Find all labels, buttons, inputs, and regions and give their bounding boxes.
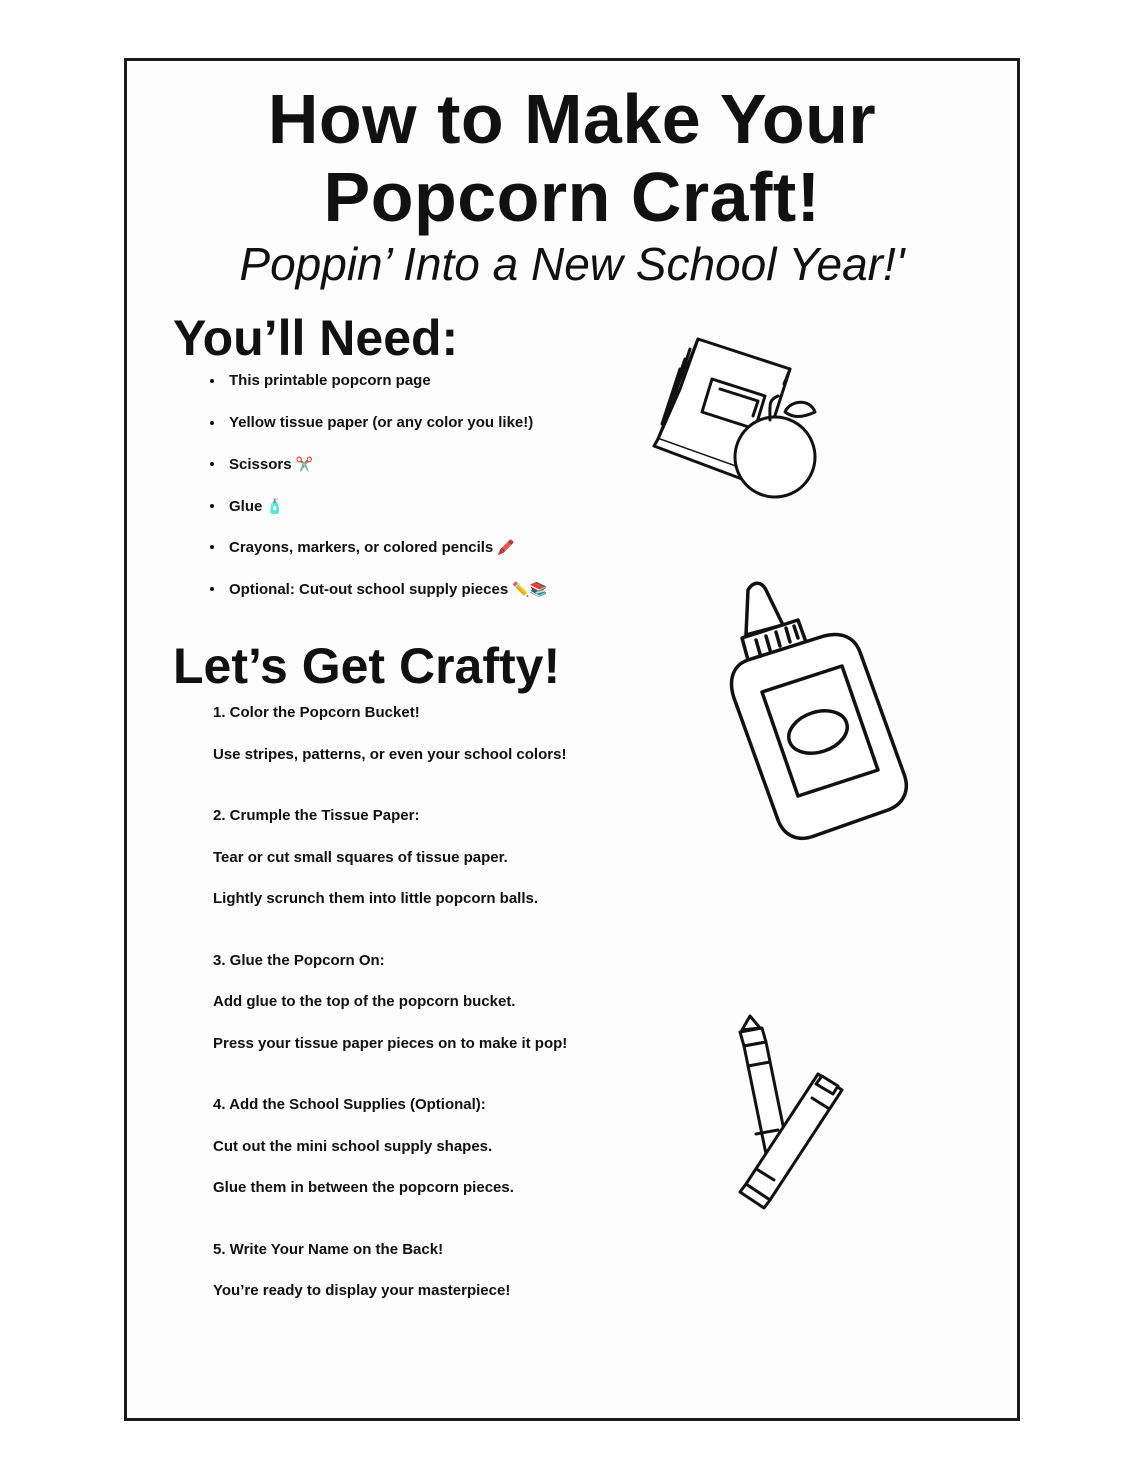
- needs-item-text: Glue: [229, 497, 263, 515]
- step-title: 1. Color the Popcorn Bucket!: [213, 704, 420, 721]
- book-and-apple-icon: [650, 334, 825, 499]
- needs-item: [205, 574, 547, 616]
- step-title: 5. Write Your Name on the Back!: [213, 1240, 444, 1258]
- crayons-icon: [730, 1010, 855, 1215]
- needs-item-emoji: ✏️📚: [512, 580, 548, 597]
- step-block: [213, 1240, 653, 1323]
- needs-list: [205, 366, 547, 615]
- step-line: Cut out the mini school supply shapes.: [213, 1137, 493, 1155]
- title-line-1: How to Make Your: [267, 80, 877, 158]
- needs-item: [205, 408, 547, 450]
- needs-item-emoji: 🖍️: [497, 539, 515, 555]
- step-line: Glue them in between the popcorn pieces.: [213, 1179, 514, 1196]
- step-block: [213, 951, 653, 1096]
- needs-item-text: Optional: Cut-out school supply pieces: [229, 580, 509, 598]
- page-subtitle: Poppin’ Into a New School Year!': [239, 238, 905, 290]
- step-line: Use stripes, patterns, or even your school colors!: [213, 745, 567, 763]
- step-title: 3. Glue the Popcorn On:: [213, 951, 385, 969]
- step-line: You’re ready to display your masterpiece!: [213, 1282, 511, 1299]
- step-line: Tear or cut small squares of tissue paper.: [213, 848, 508, 866]
- step-block: [213, 806, 653, 951]
- needs-item-text: Yellow tissue paper (or any color you like!): [229, 413, 534, 431]
- needs-item: [205, 491, 547, 533]
- crafty-heading: Let’s Get Crafty!: [173, 638, 561, 694]
- needs-item-text: This printable popcorn page: [229, 372, 431, 389]
- page-title: [124, 80, 1020, 236]
- step-block: [213, 703, 653, 806]
- needs-item: [205, 449, 547, 491]
- needs-item-emoji: ✂️: [295, 456, 313, 472]
- step-block: [213, 1095, 653, 1240]
- step-line: Press your tissue paper pieces on to make it pop!: [213, 1034, 568, 1052]
- step-line: Lightly scrunch them into little popcorn balls.: [213, 890, 539, 907]
- needs-item-text: Crayons, markers, or colored pencils: [229, 539, 494, 556]
- needs-item-text: Scissors: [229, 456, 292, 473]
- needs-item: [205, 366, 547, 408]
- step-title: 2. Crumple the Tissue Paper:: [213, 807, 420, 824]
- step-line: Add glue to the top of the popcorn bucket.: [213, 993, 516, 1010]
- needs-item: [205, 532, 547, 574]
- needs-item-emoji: 🧴: [266, 497, 284, 514]
- steps-list: [213, 703, 653, 1323]
- title-line-2: Popcorn Craft!: [323, 158, 821, 236]
- needs-heading: You’ll Need:: [173, 310, 459, 366]
- glue-bottle-icon: [728, 580, 913, 845]
- step-title: 4. Add the School Supplies (Optional):: [213, 1096, 486, 1113]
